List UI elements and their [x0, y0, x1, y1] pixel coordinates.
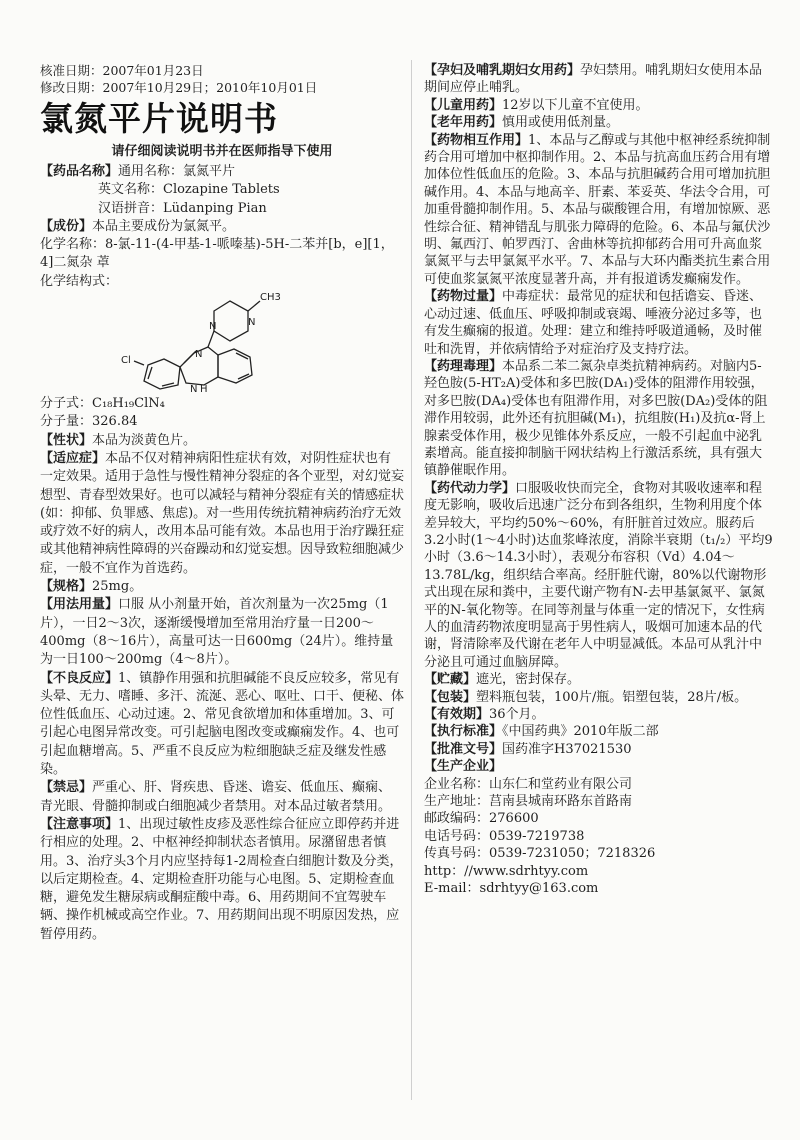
approval-section	[424, 741, 774, 758]
dosage-header: 【用法用量】	[40, 597, 119, 613]
piperazine-n-label-2: N	[209, 321, 217, 333]
standard-header: 【执行标准】	[424, 724, 503, 740]
left-column	[40, 62, 404, 944]
character-text: 本品为淡黄色片。	[92, 432, 197, 448]
composition-text: 本品主要成份为氯氮平。	[92, 218, 236, 234]
standard-text: 《中国药典》2010年版二部	[502, 724, 659, 740]
postcode: 邮政编码：276600	[424, 811, 539, 827]
elderly-section	[424, 114, 774, 131]
precautions-section	[40, 816, 404, 944]
precautions-header: 【注意事项】	[40, 816, 119, 832]
drug-name-section	[40, 163, 404, 218]
interactions-text: 1、本品与乙醇或与其他中枢神经系统抑制药合用可增加中枢抑制作用。2、本品与抗高血压药合用有增加体位性低血压的危险。3、本品与抗胆碱药合用可增加抗胆碱作用。4、本品与地高辛、肝素、苯妥英、华法令合用，可加重骨髓抑制作用。5、本品与碳酸锂合用，有增加惊厥、恶性综合征、精神错乱与肌张力障碍的危险。6、本品与氟伏沙明、氟西汀、帕罗西汀、舍曲林等抗抑郁药合用可升高血浆氯氮平与去甲氯氮平水平。7、本品与大环内酯类抗生素合用可使血浆氯氮平浓度显著升高，并有报道诱发癫痫发作。	[424, 132, 771, 287]
contraindications-text: 严重心、肝、肾疾患、昏迷、谵妄、低血压、癫痫、青光眼、骨髓抑制或白细胞减少者禁用。对本品过敏者禁用。	[40, 780, 392, 814]
production-address: 生产地址：莒南县城南环路东首路南	[424, 794, 633, 810]
pharmacology-header: 【药理毒理】	[424, 358, 503, 374]
amine-h-label: H	[200, 384, 208, 394]
fax-number: 传真号码：0539-7231050；7218326	[424, 846, 656, 862]
validity-text: 36个月。	[489, 707, 545, 723]
overdose-header: 【药物过量】	[424, 289, 503, 305]
package-section	[424, 689, 774, 706]
english-name: 英文名称：Clozapine Tablets	[98, 182, 280, 198]
molecular-formula: 分子式：C₁₈H₁₉ClN₄	[40, 396, 165, 412]
amine-n-label: N	[190, 384, 198, 394]
chemical-name: 化学名称：8-氯-11-(4-甲基-1-哌嗪基)-5H-二苯并[b，e][1，4]二氮杂 䓬	[40, 237, 394, 271]
contraindications-header: 【禁忌】	[40, 780, 93, 796]
molecular-weight: 分子量：326.84	[40, 414, 138, 430]
adverse-header: 【不良反应】	[40, 670, 119, 686]
formula-section	[40, 395, 404, 432]
approval-date: 核准日期：2007年01月23日	[40, 63, 204, 78]
elderly-header: 【老年用药】	[424, 115, 503, 131]
children-section	[424, 97, 774, 114]
storage-text: 遮光，密封保存。	[476, 672, 581, 688]
piperazine-n-label-1: N	[248, 317, 256, 329]
overdose-text: 中毒症状：最常见的症状和包括谵妄、昏迷、心动过速、低血压、呼吸抑制或衰竭、唾液分泌过多等，也有发生癫痫的报道。处理：建立和维持呼吸道通畅，及时催吐和洗胃，并依病情给予对症治疗及支持疗法。	[424, 289, 763, 357]
pharmacology-section	[424, 358, 774, 480]
reading-notice: 请仔细阅读说明书并在医师指导下使用	[111, 144, 333, 159]
spec-header: 【规格】	[40, 579, 93, 595]
children-header: 【儿童用药】	[424, 97, 503, 113]
document-title: 氯氮平片说明书	[40, 99, 278, 138]
email: E-mail：sdrhtyy@163.com	[424, 881, 599, 897]
storage-header: 【贮藏】	[424, 672, 477, 688]
overdose-section	[424, 288, 774, 358]
character-section	[40, 432, 404, 450]
drug-name-header: 【药品名称】	[40, 164, 119, 179]
adverse-section	[40, 670, 404, 780]
spec-text: 25mg。	[92, 579, 143, 595]
standard-section	[424, 723, 774, 740]
right-column	[424, 62, 774, 898]
pregnancy-header: 【孕妇及哺乳期妇女用药】	[424, 63, 581, 78]
storage-section	[424, 671, 774, 688]
company-name: 企业名称：山东仁和堂药业有限公司	[424, 776, 633, 792]
pregnancy-text: 孕妇禁用。哺乳期妇女使用本品期间应停止哺乳。	[424, 63, 763, 96]
chemical-structure-diagram	[100, 289, 320, 393]
structure-label: 化学结构式：	[40, 273, 119, 289]
composition-section	[40, 218, 404, 291]
pharmacokinetics-header: 【药代动力学】	[424, 480, 516, 496]
indications-header: 【适应症】	[40, 450, 106, 466]
package-text: 塑料瓶包装，100片/瓶。铝塑包装，28片/板。	[476, 689, 748, 705]
character-header: 【性状】	[40, 432, 93, 448]
column-divider	[411, 60, 412, 1100]
pharmacokinetics-text: 口服吸收快而完全，食物对其吸收速率和程度无影响，吸收后迅速广泛分布到各组织，生物利用度个体差异较大，平均约50%～60%，有肝脏首过效应。服药后3.2小时(1～4小时)达血浆峰浓度，消除半衰期（t₁/₂）平均9小时（3.6～14.3小时），表观分布容积（Vd）4.04～13.78L/kg，组织结合率高。经肝脏代谢，80%以代谢物形式出现在尿和粪中，主要代谢产物有N-去甲基氯氮平、氯氮平的N-氧化物等。在同等剂量与体重一定的情况下，女性病人的血清药物浓度明显高于男性病人，吸烟可加速本品的代谢，肾清除率及代谢在老年人中明显减低。本品可从乳汁中分泌且可通过血脑屏障。	[424, 480, 773, 670]
dosage-section	[40, 596, 404, 669]
adverse-text: 1、镇静作用强和抗胆碱能不良反应较多，常见有头晕、无力、嗜睡、多汗、流涎、恶心、呕吐、口干、便秘、体位性低血压、心动过速。2、常见食欲增加和体重增加。3、可引起心电图异常改变。可引起脑电图改变或癫痫发作。4、也可引起血糖增高。5、严重不良反应为粒细胞缺乏症及继发性感染。	[40, 670, 405, 778]
elderly-text: 慎用或使用低剂量。	[502, 115, 620, 131]
validity-header: 【有效期】	[424, 707, 490, 723]
website: http：//www.sdrhtyy.com	[424, 863, 589, 879]
indications-section	[40, 450, 404, 578]
precautions-text: 1、出现过敏性皮疹及恶性综合征应立即停药并进行相应的处理。2、中枢神经抑制状态者慎用。尿潴留患者慎用。3、治疗头3个月内应坚持每1-2周检查白细胞计数及分类，以后定期检查。4、定期检查肝功能与心电图。5、定期检查血糖，避免发生糖尿病或酮症酸中毒。6、用药期间不宜驾驶车辆、操作机械或高空作业。7、用药期间出现不明原因发热，应暂停用药。	[40, 816, 403, 942]
approval-header: 【批准文号】	[424, 741, 503, 757]
approval-text: 国药准字H37021530	[502, 741, 632, 757]
interactions-section	[424, 132, 774, 289]
pinyin-name: 汉语拼音：Lüdanping Pian	[98, 200, 267, 216]
manufacturer-header: 【生产企业】	[424, 759, 503, 775]
pharmacology-text: 本品系二苯二氮杂卓类抗精神病药。对脑内5-羟色胺(5-HT₂A)受体和多巴胺(DA₁)受体的阻滞作用较强，对多巴胺(DA₄)受体也有阻滞作用，对多巴胺(DA₂)受体的阻滞作用较弱，此外还有抗胆碱(M₁)，抗组胺(H₁)及抗α-肾上腺素受体作用，极少见锥体外系反应，一般不引起血中泌乳素增高。能直接抑制脑干网状结构上行激活系统，具有强大镇静催眠作用。	[424, 358, 768, 479]
chloro-label: Cl	[121, 355, 131, 367]
manufacturer-section	[424, 758, 774, 897]
contraindications-section	[40, 779, 404, 816]
pregnancy-section	[424, 62, 774, 97]
package-header: 【包装】	[424, 689, 477, 705]
children-text: 12岁以下儿童不宜使用。	[502, 97, 649, 113]
interactions-header: 【药物相互作用】	[424, 132, 529, 148]
validity-section	[424, 706, 774, 723]
spec-section	[40, 578, 404, 596]
indications-text: 本品不仅对精神病阳性症状有效，对阴性症状也有一定效果。适用于急性与慢性精神分裂症的各个亚型，对幻觉妄想型、青春型效果好。也可以减轻与精神分裂症有关的情感症状(如：抑郁、负罪感、焦虑)。对一些用传统抗精神病药治疗无效或疗效不好的病人，改用本品可能有效。本品也用于治疗躁狂症或其他精神病性障碍的兴奋躁动和幻觉妄想。因导致粒细胞减少症，一般不宜作为首选药。	[40, 450, 405, 576]
composition-header: 【成份】	[40, 218, 93, 234]
dosage-text: 口服 从小剂量开始，首次剂量为一次25mg（1片），一日2～3次，逐渐缓慢增加至常用治疗量一日200～400mg（8～16片），高量可达一日600mg（24片）。维持量为一日100～200mg（4～8片）。	[40, 597, 394, 668]
imine-n-label: N	[195, 349, 203, 361]
generic-name: 通用名称：氯氮平片	[118, 164, 236, 179]
revision-date: 修改日期：2007年10月29日；2010年10月01日	[40, 80, 318, 95]
pharmacokinetics-section	[424, 480, 774, 671]
methyl-label: CH3	[260, 292, 281, 304]
phone-number: 电话号码：0539-7219738	[424, 828, 585, 844]
